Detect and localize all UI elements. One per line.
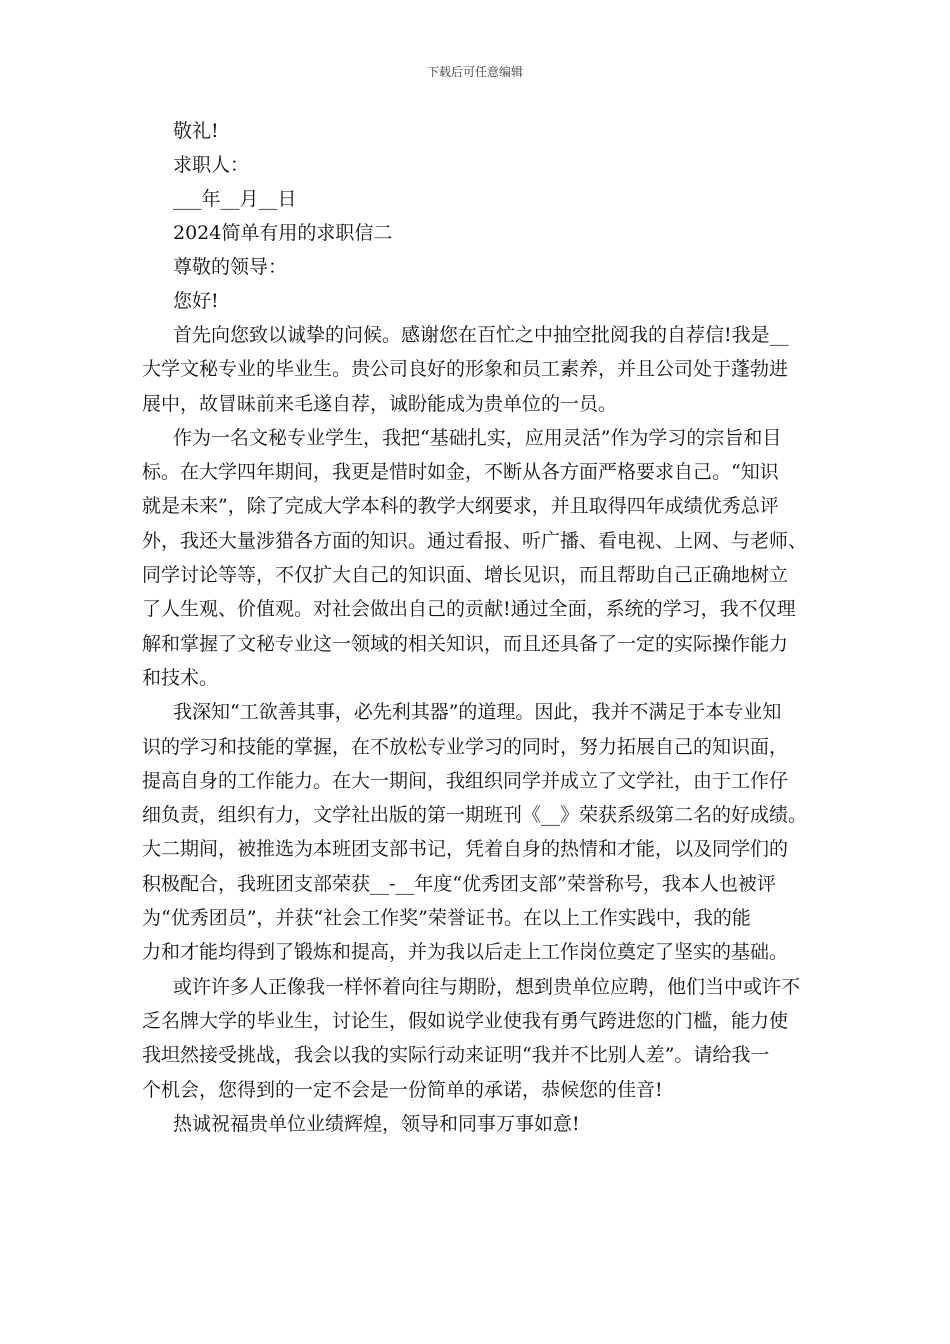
paragraph-line: 积极配合，我班团支部荣获__-__年度“优秀团支部”荣誉称号，我本人也被评 bbox=[142, 872, 776, 895]
paragraph-line: 同学讨论等等，不仅扩大自己的知识面、增长见识，而且帮助自己正确地树立 bbox=[142, 564, 789, 587]
paragraph-line: 和技术。 bbox=[142, 666, 219, 689]
paragraph-line: 提高自身的工作能力。在大一期间，我组织同学并成立了文学社，由于工作仔 bbox=[142, 769, 789, 792]
date-line: ___年__月__日 bbox=[173, 188, 297, 210]
letter-body bbox=[142, 114, 807, 1141]
paragraph-line: 标。在大学四年期间，我更是惜时如金，不断从各方面严格要求自己。“知识 bbox=[142, 461, 779, 484]
paragraph-line: 首先向您致以诚挚的问候。感谢您在百忙之中抽空批阅我的自荐信!我是__ bbox=[173, 324, 789, 346]
paragraph-line: 大学文秘专业的毕业生。贵公司良好的形象和员工素养，并且公司处于蓬勃进 bbox=[142, 358, 789, 381]
paragraph-line: 外，我还大量涉猎各方面的知识。通过看报、听广播、看电视、上网、与老师、 bbox=[142, 529, 808, 552]
salutation: 尊敬的领导： bbox=[173, 256, 288, 278]
paragraph-line: 识的学习和技能的掌握，在不放松专业学习的同时，努力拓展自己的知识面， bbox=[142, 735, 789, 758]
paragraph-line: 个机会，您得到的一定不会是一份简单的承诺，恭候您的佳音! bbox=[142, 1078, 663, 1101]
paragraph-line: 作为一名文秘专业学生，我把“基础扎实，应用灵活”作为学习的宗旨和目 bbox=[173, 426, 782, 449]
paragraph-line: 或许许多人正像我一样怀着向往与期盼，想到贵单位应聘，他们当中或许不 bbox=[173, 975, 801, 998]
applicant-label: 求职人： bbox=[173, 154, 250, 176]
paragraph-request bbox=[142, 970, 807, 1107]
paragraph-intro bbox=[142, 318, 807, 421]
paragraph-line: 乏名牌大学的毕业生，讨论生，假如说学业使我有勇气跨进您的门槛，能力使 bbox=[142, 1009, 789, 1032]
paragraph-study bbox=[142, 421, 807, 695]
paragraph-line: 就是未来”，除了完成大学本科的教学大纲要求，并且取得四年成绩优秀总评 bbox=[142, 495, 779, 518]
paragraph-line: 细负责，组织有力，文学社出版的第一期班刊《__》荣获系级第二名的好成绩。 bbox=[142, 804, 808, 827]
paragraph-line: 热诚祝福贵单位业绩辉煌，领导和同事万事如意! bbox=[173, 1112, 580, 1135]
closing-line: 敬礼! bbox=[173, 120, 219, 142]
greeting: 您好! bbox=[173, 290, 219, 312]
paragraph-experience bbox=[142, 695, 807, 969]
paragraph-line: 力和才能均得到了锻炼和提高，并为我以后走上工作岗位奠定了坚实的基础。 bbox=[142, 941, 789, 964]
letter-title: 2024简单有用的求职信二 bbox=[173, 222, 393, 244]
paragraph-line: 大二期间，被推选为本班团支部书记，凭着自身的热情和才能，以及同学们的 bbox=[142, 838, 789, 861]
paragraph-line: 为“优秀团员”，并获“社会工作奖”荣誉证书。在以上工作实践中，我的能 bbox=[142, 907, 751, 930]
paragraph-line: 我坦然接受挑战，我会以我的实际行动来证明“我并不比别人差”。请给我一 bbox=[142, 1044, 770, 1067]
paragraph-line: 我深知“工欲善其事，必先利其器”的道理。因此，我并不满足于本专业知 bbox=[173, 701, 782, 724]
paragraph-line: 展中，故冒昧前来毛遂自荐，诚盼能成为贵单位的一员。 bbox=[142, 392, 618, 415]
paragraph-line: 解和掌握了文秘专业这一领域的相关知识，而且还具备了一定的实际操作能力 bbox=[142, 632, 789, 655]
paragraph-wishes bbox=[142, 1107, 807, 1141]
paragraph-line: 了人生观、价值观。对社会做出自己的贡献!通过全面，系统的学习，我不仅理 bbox=[142, 598, 796, 621]
header-note: 下载后可任意编辑 bbox=[426, 65, 523, 79]
